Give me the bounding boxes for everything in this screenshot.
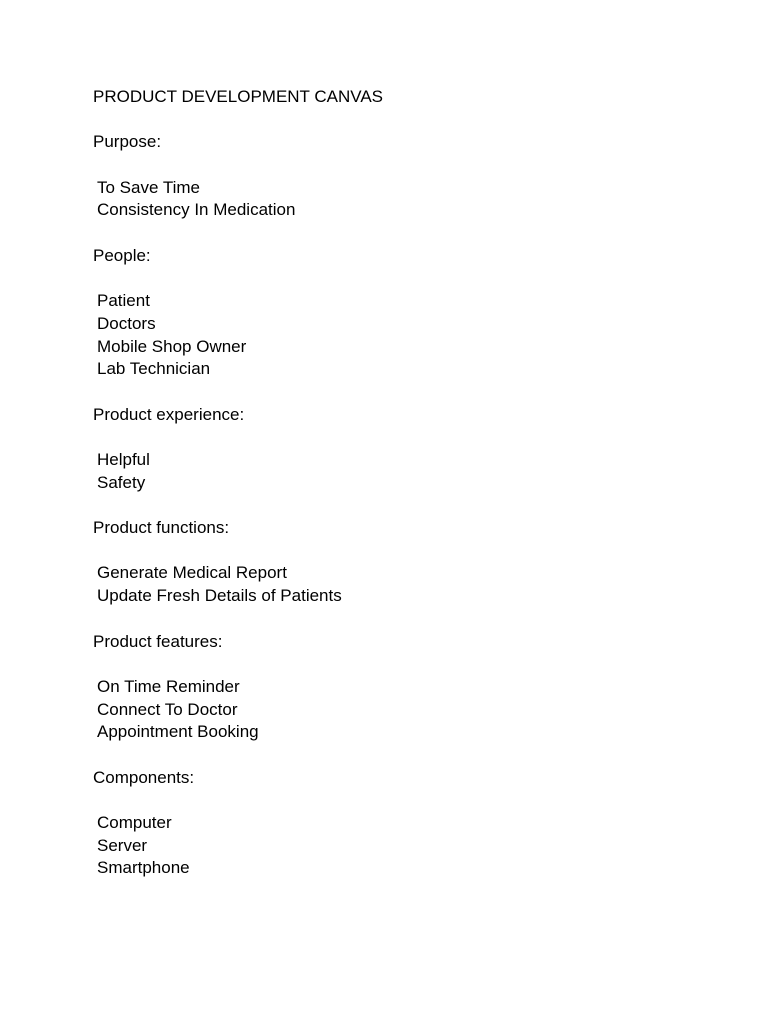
document-title: PRODUCT DEVELOPMENT CANVAS: [93, 87, 384, 106]
blank-line: [93, 381, 713, 404]
section-heading: Product experience:: [93, 404, 245, 424]
list-item: On Time Reminder: [97, 676, 240, 696]
section-people: [93, 245, 713, 404]
section-product-experience: [93, 404, 713, 517]
section-heading: Purpose:: [93, 132, 162, 152]
blank-line: [93, 744, 713, 767]
list-item: Patient: [97, 291, 150, 311]
list-item: Safety: [97, 472, 146, 492]
section-components: [93, 767, 713, 880]
list-item: Update Fresh Details of Patients: [97, 586, 342, 606]
document-page: [93, 86, 713, 880]
list-item: Appointment Booking: [97, 722, 259, 742]
blank-line: [93, 109, 713, 132]
list-item: To Save Time: [97, 177, 200, 197]
blank-line: [93, 426, 713, 449]
list-item: Consistency In Medication: [97, 200, 296, 220]
blank-line: [93, 222, 713, 245]
section-heading: Components:: [93, 767, 195, 787]
section-heading: Product functions:: [93, 518, 230, 538]
list-item: Smartphone: [97, 858, 190, 878]
section-product-features: [93, 631, 713, 767]
blank-line: [93, 653, 713, 676]
blank-line: [93, 154, 713, 177]
blank-line: [93, 789, 713, 812]
blank-line: [93, 540, 713, 563]
list-item: Lab Technician: [97, 359, 211, 379]
list-item: Generate Medical Report: [97, 563, 287, 583]
list-item: Connect To Doctor: [97, 699, 238, 719]
blank-line: [93, 494, 713, 517]
section-heading: People:: [93, 245, 151, 265]
section-product-functions: [93, 517, 713, 630]
list-item: Helpful: [97, 450, 150, 469]
blank-line: [93, 268, 713, 291]
list-item: Doctors: [97, 313, 156, 333]
section-purpose: [93, 131, 713, 244]
list-item: Mobile Shop Owner: [97, 336, 247, 356]
list-item: Server: [97, 835, 148, 855]
list-item: Computer: [97, 813, 172, 832]
section-heading: Product features:: [93, 631, 223, 651]
blank-line: [93, 608, 713, 631]
